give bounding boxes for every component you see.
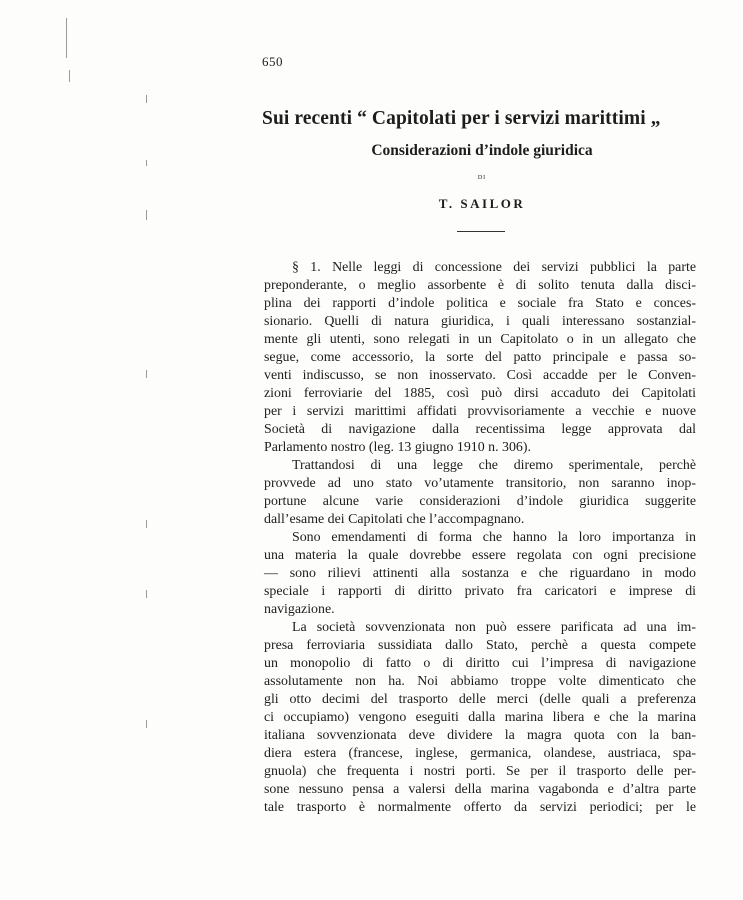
body-line: Trattandosi di una legge che diremo sperimentale, perchè xyxy=(292,458,696,473)
body-line: gnuola) che frequenta i nostri porti. Se per il trasporto delle per- xyxy=(264,764,696,779)
body-line: una materia la quale dovrebbe essere regolata con ogni precisione xyxy=(264,548,696,563)
body-line: Società di navigazione dalla recentissima legge approvata dal xyxy=(264,422,696,437)
author-name: T. SAILOR xyxy=(438,196,526,211)
byline-di: DI xyxy=(477,175,487,181)
body-line: — sono rilievi attinenti alla sostanza e che riguardano in modo xyxy=(264,566,696,581)
article-subtitle: Considerazioni d’indole giuridica xyxy=(371,142,593,159)
body-line: assolutamente non ha. Noi abbiamo troppe volte dimenticato che xyxy=(264,674,696,689)
body-line: gli otto decimi del trasporto delle merci (delle quali a preferenza xyxy=(264,692,696,707)
body-line: ci occupiamo) vengono eseguiti dalla marina libera e che la marina xyxy=(264,710,696,725)
body-line: tale trasporto è normalmente offerto da servizi periodici; per le xyxy=(264,800,696,815)
body-line: un monopolio di fatto o di diritto cui l’impresa di navigazione xyxy=(264,656,696,671)
body-line: dall’esame dei Capitolati che l’accompagnano. xyxy=(264,512,525,527)
body-line: italiana sovvenzionata deve dividere la magra quota con la ban- xyxy=(264,728,696,743)
body-line: per i servizi marittimi affidati provvisoriamente a vecchie e nuove xyxy=(264,404,696,419)
body-line: La società sovvenzionata non può essere parificata ad una im- xyxy=(292,620,696,635)
body-line: venti indiscusso, se non inosservato. Così accadde per le Conven- xyxy=(264,368,696,383)
article-body xyxy=(264,259,696,817)
body-line: § 1. Nelle leggi di concessione dei servizi pubblici la parte xyxy=(292,260,696,275)
body-line: preponderante, o meglio assorbente è di solito tenuta dalla disci- xyxy=(264,278,696,293)
body-line: navigazione. xyxy=(264,602,335,617)
article-title: Sui recenti “ Capitolati per i servizi marittimi „ xyxy=(262,108,661,129)
body-line: provvede ad uno stato vo’utamente transitorio, non saranno inop- xyxy=(264,476,696,491)
page-number: 650 xyxy=(262,54,283,69)
body-line: diera estera (francese, inglese, germanica, olandese, austriaca, spa- xyxy=(264,746,696,761)
body-line: presa ferroviaria sussidiata dallo Stato, perchè a questa compete xyxy=(264,638,696,653)
body-line: portune alcune varie considerazioni d’indole giuridica suggerite xyxy=(264,494,696,509)
body-line: speciale i rapporti di diritto privato fra caricatori e imprese di xyxy=(264,584,696,599)
body-line: Sono emendamenti di forma che hanno la loro importanza in xyxy=(292,530,696,545)
body-line: sionario. Quelli di natura giuridica, i quali interessano sostanzial- xyxy=(264,314,696,329)
body-line: mente gli utenti, sono relegati in un Capitolato o in un allegato che xyxy=(264,332,696,347)
body-line: zioni ferroviarie del 1885, così può dirsi accaduto dei Capitolati xyxy=(264,386,696,401)
body-line: plina dei rapporti d’indole politica e sociale fra Stato e conces- xyxy=(264,296,696,311)
body-line: segue, come accessorio, la sorte del patto principale e passa so- xyxy=(264,350,696,365)
body-line: Parlamento nostro (leg. 13 giugno 1910 n. 306). xyxy=(264,440,531,455)
body-line: sone nessuno pensa a valersi della marina vagabonda e d’altra parte xyxy=(264,782,696,797)
title-divider xyxy=(457,231,505,232)
